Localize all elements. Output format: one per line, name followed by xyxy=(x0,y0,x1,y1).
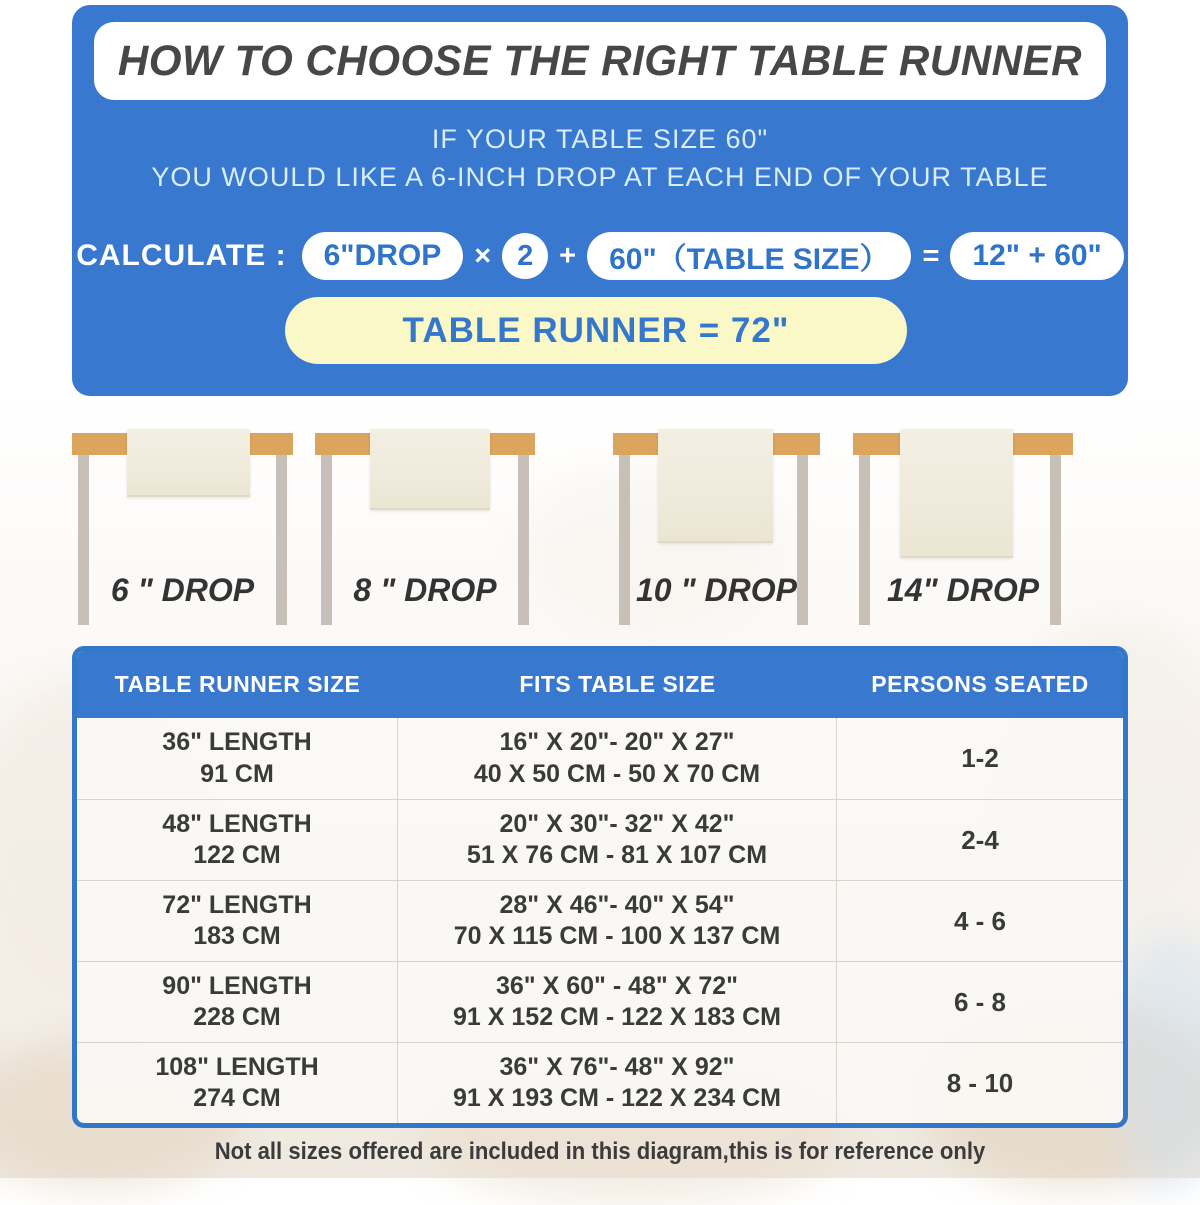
runner-size-inches: 36" LENGTH xyxy=(162,728,312,756)
runner-size-inches: 90" LENGTH xyxy=(162,971,312,1000)
drop-pill: 6"DROP xyxy=(302,232,464,280)
fits-size-inches: 20" X 30"- 32" X 42" xyxy=(499,809,735,838)
subtitle-line-1: IF YOUR TABLE SIZE 60" xyxy=(431,124,769,154)
table-row xyxy=(77,718,1123,799)
table-row xyxy=(77,799,1123,880)
fits-size-inches: 36" X 76"- 48" X 92" xyxy=(499,1052,735,1081)
fits-size-cm: 91 X 193 CM - 122 X 234 CM xyxy=(453,1084,781,1112)
result-pill xyxy=(285,297,907,364)
cell-runner-size xyxy=(77,800,398,880)
table-row xyxy=(77,961,1123,1042)
calculate-label: CALCULATE : xyxy=(76,239,287,272)
runner-size-inches: 108" LENGTH xyxy=(155,1052,319,1081)
multiplier-circle: 2 xyxy=(502,233,548,279)
header-cell-runner-size: TABLE RUNNER SIZE xyxy=(114,671,361,697)
header-cell-fits-size: FITS TABLE SIZE xyxy=(519,671,716,697)
cell-persons xyxy=(837,962,1123,1042)
fits-size-inches: 36" X 60" - 48" X 72" xyxy=(496,971,738,1000)
fits-size-inches: 16" X 20"- 20" X 27" xyxy=(499,728,735,756)
table-runner-cloth xyxy=(370,429,490,510)
table-size-pill: 60"（TABLE SIZE） xyxy=(587,232,911,280)
drop-label: 10 " DROP xyxy=(636,572,797,608)
drop-label: 14" DROP xyxy=(886,572,1040,608)
cell-fits-size xyxy=(398,718,837,799)
runner-size-cm: 228 CM xyxy=(193,1003,281,1031)
size-table-header xyxy=(77,651,1123,718)
persons-seated: 8 - 10 xyxy=(946,1067,1014,1098)
drop-diagram-8 xyxy=(315,429,535,629)
fits-size-cm: 40 X 50 CM - 50 X 70 CM xyxy=(473,759,761,788)
persons-seated: 1-2 xyxy=(961,743,999,774)
drop-label: 6 " DROP xyxy=(110,572,255,608)
table-row xyxy=(77,880,1123,961)
table-row xyxy=(77,1042,1123,1123)
header-cell-persons: PERSONS SEATED xyxy=(871,671,1089,697)
cell-fits-size xyxy=(398,800,837,880)
runner-size-cm: 183 CM xyxy=(193,922,281,950)
cell-runner-size xyxy=(77,881,398,961)
times-operator: × xyxy=(474,239,492,272)
drop-diagram-10 xyxy=(613,429,820,629)
calculate-row xyxy=(72,232,1128,280)
table-runner-cloth xyxy=(900,429,1013,558)
cell-fits-size xyxy=(398,962,837,1042)
drop-diagram-6 xyxy=(72,429,293,629)
fits-size-inches: 28" X 46"- 40" X 54" xyxy=(499,890,735,919)
drop-diagram-14 xyxy=(853,429,1073,629)
cell-fits-size xyxy=(398,881,837,961)
persons-seated: 6 - 8 xyxy=(953,986,1007,1017)
runner-size-cm: 122 CM xyxy=(193,841,281,869)
sum-pill: 12" + 60" xyxy=(950,232,1123,280)
table-runner-cloth xyxy=(127,429,250,497)
cell-runner-size xyxy=(77,718,398,799)
drop-label: 8 " DROP xyxy=(353,572,497,608)
fits-size-cm: 70 X 115 CM - 100 X 137 CM xyxy=(453,922,781,950)
size-table-panel xyxy=(72,646,1128,1128)
hero-panel xyxy=(72,5,1128,396)
runner-size-inches: 48" LENGTH xyxy=(162,809,312,838)
cell-persons xyxy=(837,1043,1123,1123)
result-text: TABLE RUNNER = 72" xyxy=(402,310,790,350)
cell-runner-size xyxy=(77,962,398,1042)
runner-size-inches: 72" LENGTH xyxy=(162,890,312,919)
persons-seated: 4 - 6 xyxy=(953,905,1007,936)
persons-seated: 2-4 xyxy=(961,824,999,855)
cell-persons xyxy=(837,881,1123,961)
cell-runner-size xyxy=(77,1043,398,1123)
footer-note: Not all sizes offered are included in this diagram,this is for reference only xyxy=(214,1138,986,1165)
cell-fits-size xyxy=(398,1043,837,1123)
fits-size-cm: 51 X 76 CM - 81 X 107 CM xyxy=(466,841,768,869)
runner-size-cm: 91 CM xyxy=(200,759,274,788)
title-box xyxy=(94,22,1106,100)
equals-operator: = xyxy=(922,239,940,272)
cell-persons xyxy=(837,718,1123,799)
subtitle-line-2: YOU WOULD LIKE A 6-INCH DROP AT EACH END OF YOUR TABLE xyxy=(151,162,1049,192)
table-runner-cloth xyxy=(658,429,773,543)
cell-persons xyxy=(837,800,1123,880)
page-title: HOW TO CHOOSE THE RIGHT TABLE RUNNER xyxy=(117,36,1083,85)
runner-size-cm: 274 CM xyxy=(193,1084,281,1112)
fits-size-cm: 91 X 152 CM - 122 X 183 CM xyxy=(453,1003,781,1031)
plus-operator: + xyxy=(559,239,577,272)
